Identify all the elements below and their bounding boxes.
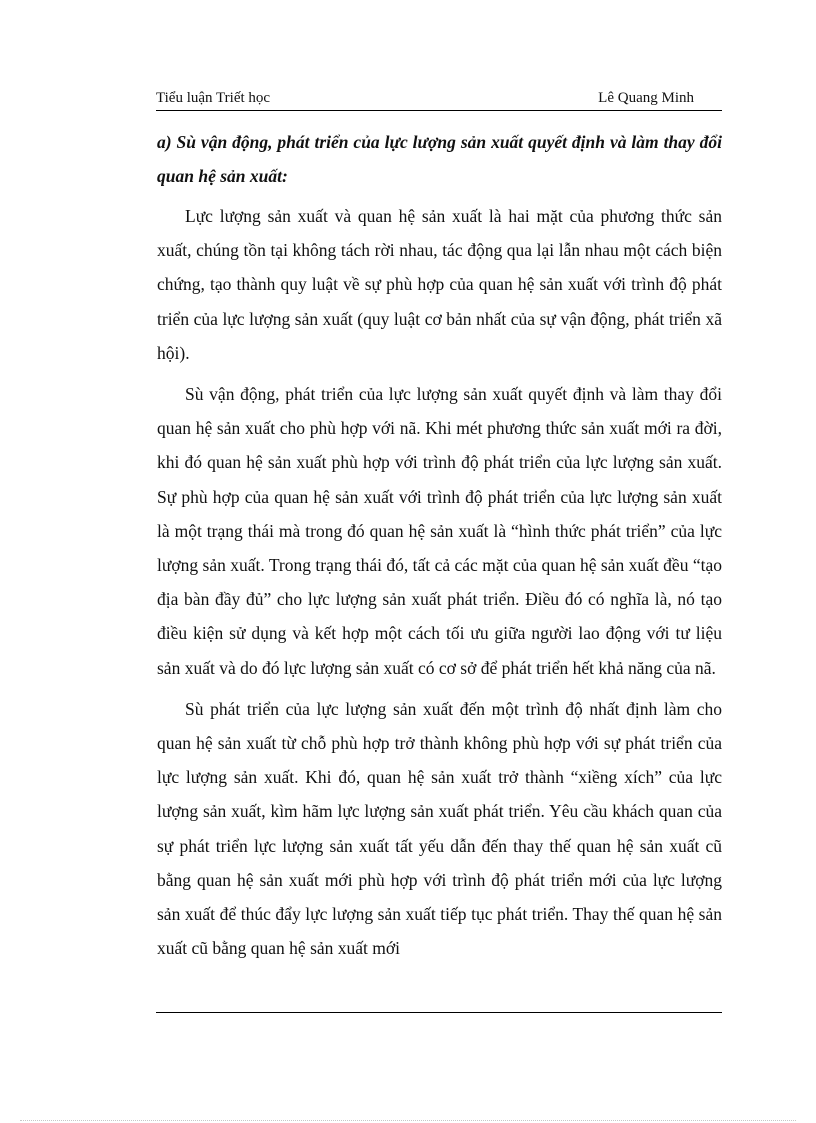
header-author-name: Lê Quang Minh [598,90,694,106]
body-paragraph-1: Lực lượng sản xuất và quan hệ sản xuất là hai mặt của phương thức sản xuất, chúng tồn tại không tách rời nhau, tác động qua lại lẫn nhau một cách biện chứng, tạo thành quy luật về sự phù hợp của quan hệ sản xuất với trình độ phát triển của lực lượng sản xuất (quy luật cơ bản nhất của sự vận động, phát triển xã hội). [157,206,722,363]
document-body [157,125,722,972]
footer-divider [156,1012,722,1013]
header-document-title: Tiểu luận Triết học [156,90,271,106]
page-bottom-border [20,1120,796,1121]
page-header [156,88,722,111]
section-heading: a) Sù vận động, phát triển của lực lượng sản xuất quyết định và làm thay đổi quan hệ sản xuất: [157,132,722,186]
body-paragraph-3: Sù phát triển của lực lượng sản xuất đến một trình độ nhất định làm cho quan hệ sản xuất từ chỗ phù hợp trở thành không phù hợp với sự phát triển của lực lượng sản xuất. Khi đó, quan hệ sản xuất trở thành “xiềng xích” của lực lượng sản xuất, kìm hãm lực lượng sản xuất phát triển. Yêu cầu khách quan của sự phát triển lực lượng sản xuất tất yếu dẫn đến thay thế quan hệ sản xuất cũ bằng quan hệ sản xuất mới phù hợp với trình độ phát triển mới của lực lượng sản xuất để thúc đẩy lực lượng sản xuất tiếp tục phát triển. Thay thế quan hệ sản xuất cũ bằng quan hệ sản xuất mới [157,698,722,959]
body-paragraph-2: Sù vận động, phát triển của lực lượng sản xuất quyết định và làm thay đổi quan hệ sản xuất cho phù hợp với nã. Khi mét phương thức sản xuất mới ra đời, khi đó quan hệ sản xuất phù hợp với trình độ phát triển của lực lượng sản xuất. Sự phù hợp của quan hệ sản xuất với trình độ phát triển của lực lượng sản xuất là một trạng thái mà trong đó quan hệ sản xuất là “hình thức phát triển” của lực lượng sản xuất. Trong trạng thái đó, tất cả các mặt của quan hệ sản xuất đều “tạo địa bàn đầy đủ” cho lực lượng sản xuất phát triển. Điều đó có nghĩa là, nó tạo điều kiện sử dụng và kết hợp một cách tối ưu giữa người lao động với tư liệu sản xuất và do đó lực lượng sản xuất có cơ sở để phát triển hết khả năng của nã. [157,384,722,678]
